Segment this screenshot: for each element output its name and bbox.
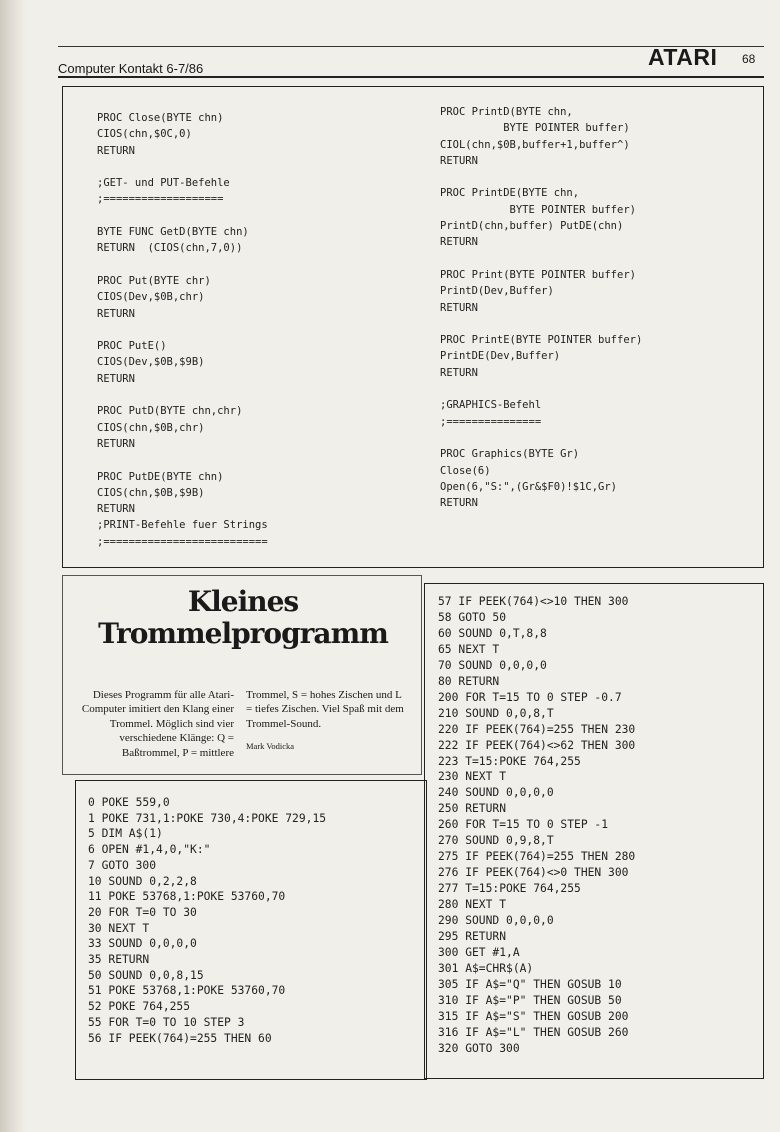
code-line: RETURN xyxy=(440,497,478,510)
code-line: 210 SOUND 0,0,8,T xyxy=(438,706,554,720)
code-line: PROC PutDE(BYTE chn) xyxy=(97,470,224,483)
code-line: 57 IF PEEK(764)<>10 THEN 300 xyxy=(438,595,629,608)
code-line: 20 FOR T=0 TO 30 xyxy=(88,905,197,919)
code-line: 275 IF PEEK(764)=255 THEN 280 xyxy=(438,850,636,864)
action-listing-right xyxy=(440,104,642,511)
code-line: CIOS(Dev,$0B,chr) xyxy=(97,291,205,304)
code-line: 7 GOTO 300 xyxy=(88,858,157,872)
code-line: PROC Close(BYTE chn) xyxy=(97,112,224,124)
code-line: 52 POKE 764,255 xyxy=(88,1000,191,1014)
code-line: 315 IF A$="S" THEN GOSUB 200 xyxy=(438,1009,629,1023)
article-text-column-2-body: Trommel, S = hohes Zischen und L = tiefes Zischen. Viel Spaß mit dem Trommel-Sound. xyxy=(246,689,404,730)
basic-listing-part-1 xyxy=(88,795,326,1046)
code-line: 295 RETURN xyxy=(438,930,507,944)
code-line: 80 RETURN xyxy=(438,674,500,688)
code-line: 300 GET #1,A xyxy=(438,945,520,959)
code-line: RETURN xyxy=(440,301,478,314)
code-line: 200 FOR T=15 TO 0 STEP -0.7 xyxy=(438,690,622,704)
code-line: 316 IF A$="L" THEN GOSUB 260 xyxy=(438,1025,629,1039)
code-line: RETURN xyxy=(97,307,135,320)
code-line: ;========================== xyxy=(97,535,268,548)
code-line: 60 SOUND 0,T,8,8 xyxy=(438,626,547,640)
code-line: 301 A$=CHR$(A) xyxy=(438,961,534,975)
code-line: 250 RETURN xyxy=(438,802,507,816)
magazine-issue: Computer Kontakt 6-7/86 xyxy=(58,61,204,76)
code-line: PrintD(chn,buffer) PutDE(chn) xyxy=(440,220,624,233)
page-binding-edge xyxy=(0,0,26,1132)
code-line: 260 FOR T=15 TO 0 STEP -1 xyxy=(438,818,609,832)
code-line: PROC Put(BYTE chr) xyxy=(97,274,211,287)
code-line: ;=================== xyxy=(97,193,224,206)
code-line: RETURN xyxy=(97,372,135,385)
code-line: 290 SOUND 0,0,0,0 xyxy=(438,914,554,928)
code-line: BYTE FUNC GetD(BYTE chn) xyxy=(97,226,249,239)
article-text-column-2 xyxy=(246,688,410,754)
action-listing-left xyxy=(97,110,268,550)
article-title xyxy=(88,586,398,650)
code-line: 0 POKE 559,0 xyxy=(88,796,170,809)
basic-listing-part-2 xyxy=(438,594,635,1057)
code-line: 223 T=15:POKE 764,255 xyxy=(438,754,581,768)
code-line: Close(6) xyxy=(440,464,491,477)
code-line: 70 SOUND 0,0,0,0 xyxy=(438,658,547,672)
code-line: PROC PutD(BYTE chn,chr) xyxy=(97,405,243,418)
header-bottom-rule xyxy=(58,76,764,78)
code-line: PROC PrintE(BYTE POINTER buffer) xyxy=(440,334,643,347)
code-line: PROC PrintD(BYTE chn, xyxy=(440,106,573,118)
code-line: 58 GOTO 50 xyxy=(438,610,507,624)
code-line: CIOS(chn,$0B,$9B) xyxy=(97,486,205,499)
code-line: CIOS(Dev,$0B,$9B) xyxy=(97,356,205,369)
code-line: CIOS(chn,$0B,chr) xyxy=(97,421,205,434)
code-line: PrintDE(Dev,Buffer) xyxy=(440,350,561,363)
code-line: ;GET- und PUT-Befehle xyxy=(97,177,230,190)
code-line: 222 IF PEEK(764)<>62 THEN 300 xyxy=(438,738,636,752)
code-line: ;PRINT-Befehle fuer Strings xyxy=(97,519,268,532)
code-line: CIOL(chn,$0B,buffer+1,buffer^) xyxy=(440,138,630,151)
code-line: 55 FOR T=0 TO 10 STEP 3 xyxy=(88,1015,245,1029)
code-line: ;GRAPHICS-Befehl xyxy=(440,399,542,412)
code-line: RETURN xyxy=(97,437,135,450)
article-title-line1: Kleines xyxy=(187,585,299,618)
code-line: 305 IF A$="Q" THEN GOSUB 10 xyxy=(438,977,622,991)
code-line: Open(6,"S:",(Gr&$F0)!$1C,Gr) xyxy=(440,480,618,493)
code-line: RETURN xyxy=(440,154,478,167)
code-line: 35 RETURN xyxy=(88,953,150,967)
code-line: 270 SOUND 0,9,8,T xyxy=(438,834,554,848)
page-number: 68 xyxy=(742,52,756,66)
code-line: PROC PutE() xyxy=(97,340,167,353)
code-line: RETURN xyxy=(440,366,478,379)
code-line: RETURN xyxy=(440,236,478,249)
code-line: 11 POKE 53768,1:POKE 53760,70 xyxy=(88,890,286,904)
code-line: 230 NEXT T xyxy=(438,770,507,784)
code-line: PROC Print(BYTE POINTER buffer) xyxy=(440,268,636,281)
code-line: BYTE POINTER buffer) xyxy=(440,122,630,135)
code-line: 56 IF PEEK(764)=255 THEN 60 xyxy=(88,1031,272,1045)
code-line: 65 NEXT T xyxy=(438,642,500,656)
code-line: 310 IF A$="P" THEN GOSUB 50 xyxy=(438,993,622,1007)
code-line: PROC PrintDE(BYTE chn, xyxy=(440,187,580,200)
code-line: 277 T=15:POKE 764,255 xyxy=(438,882,581,896)
code-line: PrintD(Dev,Buffer) xyxy=(440,285,554,298)
code-line: 220 IF PEEK(764)=255 THEN 230 xyxy=(438,722,636,736)
code-line: BYTE POINTER buffer) xyxy=(440,203,636,216)
code-line: 30 NEXT T xyxy=(88,921,150,935)
code-line: 6 OPEN #1,4,0,"K:" xyxy=(88,843,211,857)
code-line: 276 IF PEEK(764)<>0 THEN 300 xyxy=(438,866,629,880)
code-line: RETURN xyxy=(97,144,135,157)
article-text-column-1: Dieses Programm für alle Atari-Computer imitiert den Klang einer Trommel. Möglich sind vier verschiedene Klänge: Q = Baßtrommel, P = mittlere xyxy=(81,689,234,759)
code-line: ;=============== xyxy=(440,415,542,428)
code-line: 280 NEXT T xyxy=(438,898,507,912)
code-line: PROC Graphics(BYTE Gr) xyxy=(440,448,580,461)
code-line: 1 POKE 731,1:POKE 730,4:POKE 729,15 xyxy=(88,811,327,825)
code-line: 5 DIM A$(1) xyxy=(88,827,163,841)
code-line: RETURN (CIOS(chn,7,0)) xyxy=(97,242,243,255)
code-line: 50 SOUND 0,0,8,15 xyxy=(88,968,204,982)
code-line: 33 SOUND 0,0,0,0 xyxy=(88,937,197,951)
code-line: RETURN xyxy=(97,503,135,516)
code-line: 10 SOUND 0,2,2,8 xyxy=(88,874,197,888)
article-author: Mark Vodicka xyxy=(246,741,295,752)
code-line: 240 SOUND 0,0,0,0 xyxy=(438,786,554,800)
code-line: 51 POKE 53768,1:POKE 53760,70 xyxy=(88,984,286,998)
article-title-line2: Trommelprogramm xyxy=(98,617,388,650)
section-brand: ATARI xyxy=(648,44,718,70)
code-line: 320 GOTO 300 xyxy=(438,1041,520,1055)
code-line: CIOS(chn,$0C,0) xyxy=(97,128,192,141)
